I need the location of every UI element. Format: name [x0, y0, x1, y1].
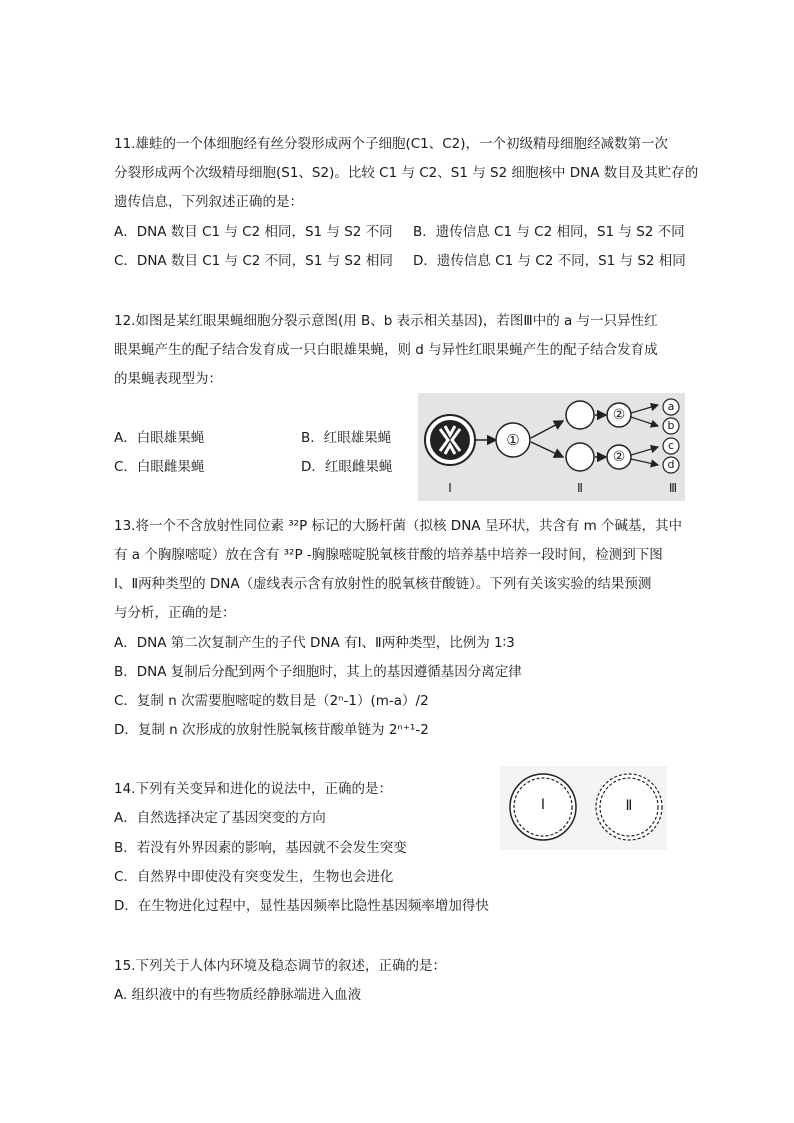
cell-ii-top-drawing — [566, 401, 594, 429]
dna-type-label-i: Ⅰ — [540, 797, 546, 813]
cell-label-1: ① — [506, 431, 520, 449]
q13-option-d: D．复制 n 次形成的放射性脱氧核苷酸单链为 2ⁿ⁺¹-2 — [114, 722, 429, 738]
gamete-label-c: c — [667, 439, 675, 452]
q11-option-b: B．遗传信息 C1 与 C2 相同，S1 与 S2 不同 — [413, 224, 685, 240]
q12-option-c: C．白眼雌果蝇 — [114, 459, 205, 475]
q12-option-b: B．红眼雄果蝇 — [301, 430, 392, 446]
stage-label-iii: Ⅲ — [668, 481, 678, 495]
cell-label-2-top: ② — [612, 407, 626, 423]
q11-option-d: D．遗传信息 C1 与 C2 不同，S1 与 S2 相同 — [413, 253, 686, 269]
q13-stem-line-1: 13.将一个不含放射性同位素 ³²P 标记的大肠杆菌（拟核 DNA 呈环状，共含有 m 个碱基，其中 — [114, 518, 683, 534]
gamete-label-a: a — [667, 400, 675, 413]
q15-stem: 15.下列关于人体内环境及稳态调节的叙述，正确的是： — [114, 958, 446, 974]
q13-stem-line-2: 有 a 个胸腺嘧啶）放在含有 ³²P -胸腺嘧啶脱氧核苷酸的培养基中培养一段时间，检测到下图 — [114, 547, 663, 563]
q12-option-a: A．白眼雄果蝇 — [114, 430, 205, 446]
q14-option-a: A．自然选择决定了基因突变的方向 — [114, 810, 326, 826]
q11-option-c: C．DNA 数目 C1 与 C2 不同，S1 与 S2 相同 — [114, 253, 393, 269]
stage-label-ii: Ⅱ — [577, 481, 583, 495]
q13-stem-line-3: Ⅰ、Ⅱ两种类型的 DNA（虚线表示含有放射性的脱氧核苷酸链）。下列有关该实验的结果预测 — [114, 576, 652, 592]
q13-stem-line-4: 与分析，正确的是： — [114, 605, 236, 621]
q12-option-d: D．红眼雌果蝇 — [301, 459, 393, 475]
q14-option-c: C．自然界中即使没有突变发生，生物也会进化 — [114, 869, 394, 885]
q13-option-c: C．复制 n 次需要胞嘧啶的数目是（2ⁿ-1）(m-a）/2 — [114, 693, 429, 709]
dna-types-figure — [500, 766, 667, 850]
dna-type-label-ii: Ⅱ — [625, 798, 633, 814]
q14-option-b: B．若没有外界因素的影响，基因就不会发生突变 — [114, 840, 407, 856]
q12-stem-line-3: 的果蝇表现型为： — [114, 371, 222, 387]
stage-label-i: Ⅰ — [448, 481, 452, 495]
q11-stem-line-2: 分裂形成两个次级精母细胞(S1、S2)。比较 C1 与 C2、S1 与 S2 细胞核中 DNA 数目及其贮存的 — [114, 165, 699, 181]
q13-option-b: B．DNA 复制后分配到两个子细胞时，其上的基因遵循基因分离定律 — [114, 664, 522, 680]
q15-option-a: A. 组织液中的有些物质经静脉端进入血液 — [114, 987, 362, 1003]
cell-division-figure — [418, 393, 685, 501]
q11-option-a: A．DNA 数目 C1 与 C2 相同，S1 与 S2 不同 — [114, 224, 393, 240]
gamete-label-b: b — [667, 419, 675, 432]
q11-stem-line-1: 11.雄蛙的一个体细胞经有丝分裂形成两个子细胞(C1、C2)，一个初级精母细胞经减数第一次 — [114, 136, 669, 152]
q11-stem-line-3: 遗传信息，下列叙述正确的是： — [114, 194, 303, 210]
cell-i-drawing — [425, 415, 475, 465]
q12-stem-line-2: 眼果蝇产生的配子结合发育成一只白眼雄果蝇，则 d 与异性红眼果蝇产生的配子结合发育成 — [114, 342, 658, 358]
q13-option-a: A．DNA 第二次复制产生的子代 DNA 有Ⅰ、Ⅱ两种类型，比例为 1∶3 — [114, 635, 515, 651]
gamete-label-d: d — [667, 458, 675, 471]
q14-option-d: D．在生物进化过程中，显性基因频率比隐性基因频率增加得快 — [114, 898, 489, 914]
cell-label-2-bottom: ② — [612, 449, 626, 465]
q14-stem: 14.下列有关变异和进化的说法中，正确的是： — [114, 781, 392, 797]
q12-stem-line-1: 12.如图是某红眼果蝇细胞分裂示意图(用 B、b 表示相关基因)，若图Ⅲ中的 a 与一只异性红 — [114, 313, 658, 329]
cell-ii-bottom-drawing — [566, 443, 594, 471]
